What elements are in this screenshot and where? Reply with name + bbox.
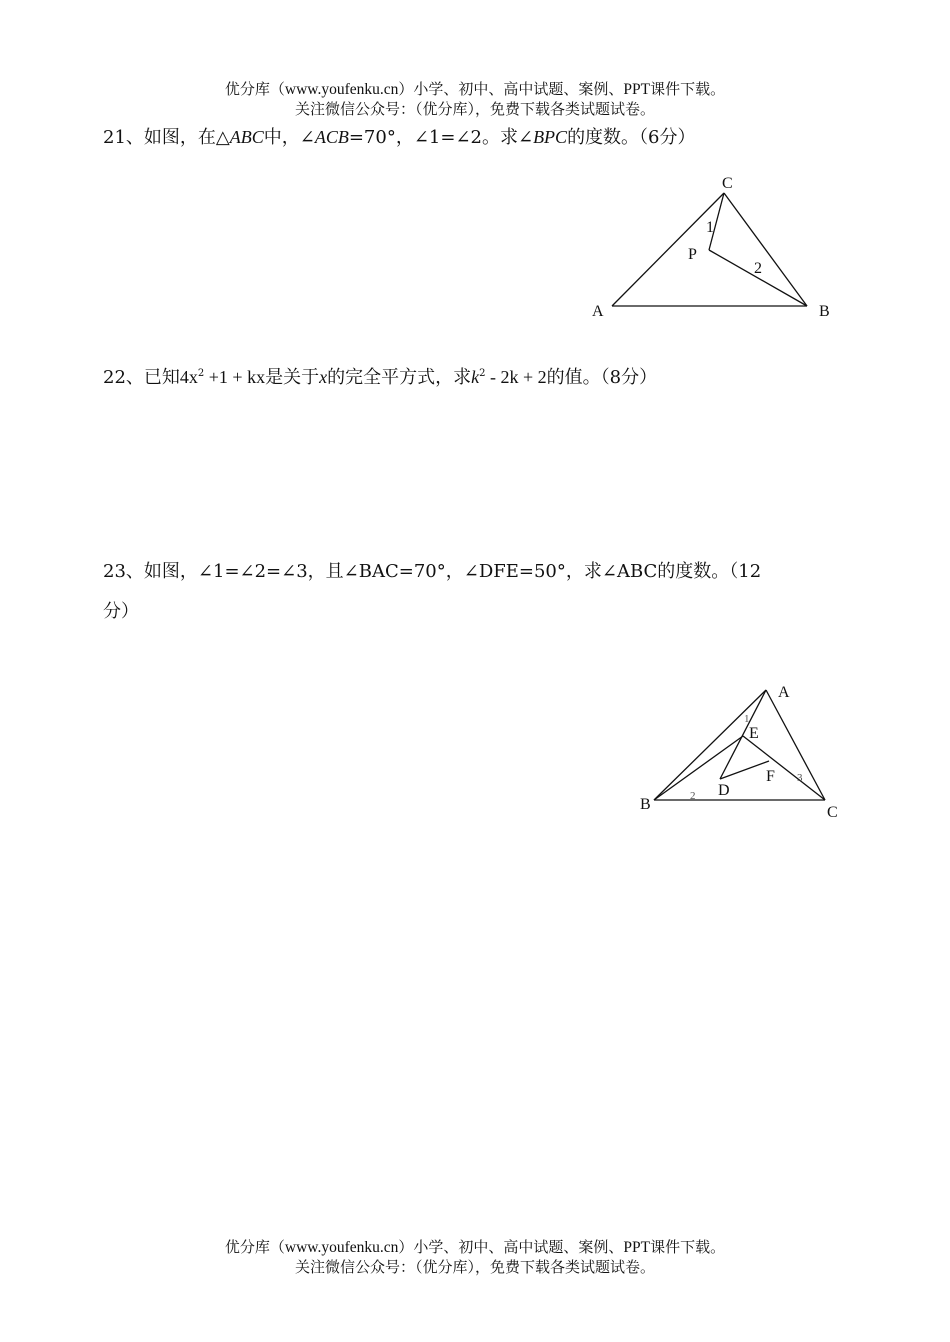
q23-label-1: 1 (744, 713, 750, 725)
q22-var: x (319, 367, 328, 387)
q22-text: 22、已知 (103, 367, 180, 388)
q21-line-AC (612, 193, 724, 306)
q21-text: 21、如图，在△ (103, 127, 230, 148)
header-text: 优分库（ (224, 80, 285, 98)
header-text: ）小学、初中、高中试题、案例、 (398, 80, 624, 98)
q22-text: 是关于 (265, 367, 320, 388)
question-22 (103, 354, 863, 398)
q23-label-C: C (827, 804, 838, 821)
header-text: 课件下载。 (650, 80, 726, 98)
q21-label-A: A (592, 303, 604, 320)
q21-line-PB (709, 250, 807, 306)
page-header-line1 (0, 79, 950, 100)
question-21 (103, 117, 863, 158)
q21-label-P: P (688, 246, 697, 263)
q21-angle-name: ACB (314, 127, 349, 147)
q21-text: =70°，∠1=∠2。求∠ (348, 127, 534, 148)
q23-figure (630, 675, 860, 835)
q21-line-CB (724, 193, 807, 306)
question-23 (103, 552, 863, 632)
q23-label-2: 2 (690, 790, 696, 802)
q23-label-F: F (766, 768, 775, 785)
q22-expr-sup: 2 (197, 368, 205, 379)
q23-line-BA (654, 690, 766, 800)
q22-expr-sup: 2 (479, 368, 486, 379)
footer-text: 课件下载。 (650, 1238, 726, 1256)
page-header-line2: 关注微信公众号：（优分库），免费下载各类试题试卷。 (294, 100, 655, 118)
footer-ppt: PPT (623, 1239, 651, 1256)
q22-expr: +1 + kx (204, 367, 266, 387)
q23-label-E: E (749, 725, 759, 742)
footer-text: 优分库（ (224, 1238, 285, 1256)
q23-line-BE (654, 736, 743, 800)
q21-text: 中，∠ (263, 127, 315, 148)
q23-label-A: A (778, 684, 790, 701)
q23-label-D: D (718, 782, 730, 799)
header-ppt: PPT (623, 81, 651, 98)
q21-figure (585, 168, 845, 328)
q21-label-1: 1 (706, 219, 714, 236)
q23-label-B: B (640, 796, 651, 813)
q21-label-2: 2 (754, 260, 762, 277)
q23-line2: 分） (103, 601, 139, 622)
q23-line-AD (720, 690, 766, 779)
page-footer-line1 (0, 1237, 950, 1258)
q21-label-B: B (819, 303, 830, 320)
q22-text: 的完全平方式，求 (327, 367, 472, 388)
q21-label-C: C (722, 175, 733, 192)
q22-var: k (471, 367, 480, 387)
q21-text: 的度数。（6分） (567, 127, 696, 148)
q23-label-3: 3 (797, 772, 803, 784)
footer-text: ）小学、初中、高中试题、案例、 (398, 1238, 624, 1256)
q21-triangle-name: ABC (229, 127, 264, 147)
q21-angle-name: BPC (533, 127, 568, 147)
q23-line-CF (743, 736, 825, 800)
q23-line1: 23、如图，∠1=∠2=∠3，且∠BAC=70°，∠DFE=50°，求∠ABC的度数。（12 (103, 561, 762, 582)
q22-expr: 4x (179, 367, 198, 387)
page-footer-line2: 关注微信公众号：（优分库），免费下载各类试题试卷。 (294, 1258, 655, 1276)
header-site: www.youfenku.cn (284, 81, 399, 98)
q22-expr: - 2k + 2 (485, 367, 547, 387)
q22-text: 的值。（8分） (546, 367, 658, 388)
footer-site: www.youfenku.cn (284, 1239, 399, 1256)
